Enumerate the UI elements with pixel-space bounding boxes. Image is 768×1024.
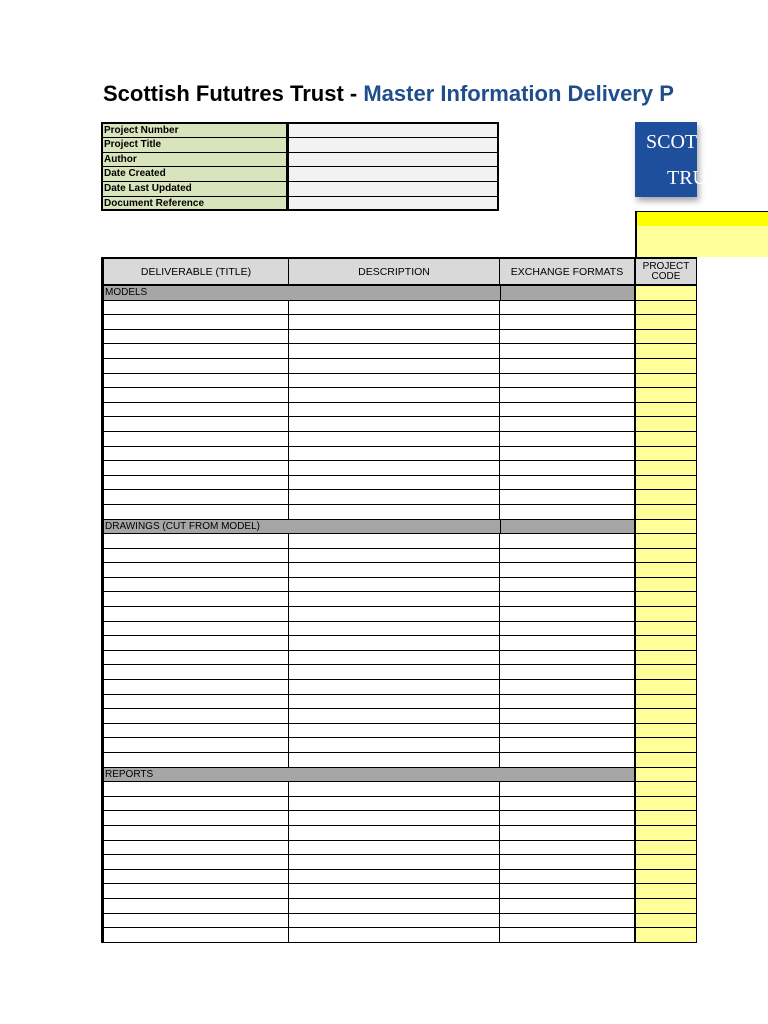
- project-code-cell[interactable]: [636, 811, 697, 826]
- deliverable-cell[interactable]: [101, 388, 289, 403]
- info-row-author: [101, 152, 499, 167]
- project-code-cell[interactable]: [636, 447, 697, 462]
- column-header-project-code: PROJECT CODE: [636, 259, 697, 284]
- exchange-format-cell[interactable]: [500, 622, 636, 637]
- deliverable-cell[interactable]: [101, 899, 289, 914]
- project-code-cell[interactable]: [636, 286, 697, 301]
- section-row: [101, 520, 697, 535]
- table-row: [101, 534, 697, 549]
- deliverable-cell[interactable]: [101, 928, 289, 943]
- deliverable-cell[interactable]: [101, 826, 289, 841]
- table-row: [101, 359, 697, 374]
- deliverable-cell[interactable]: [101, 651, 289, 666]
- column-header-description: DESCRIPTION: [289, 259, 500, 284]
- exchange-format-cell[interactable]: [500, 315, 636, 330]
- exchange-format-cell[interactable]: [500, 738, 636, 753]
- table-row: [101, 651, 697, 666]
- exchange-format-cell[interactable]: [500, 330, 636, 345]
- table-row: [101, 914, 697, 929]
- table-row: [101, 592, 697, 607]
- table-row: [101, 636, 697, 651]
- info-label: Project Title: [101, 137, 289, 152]
- description-cell[interactable]: [289, 651, 500, 666]
- project-code-cell[interactable]: [636, 738, 697, 753]
- exchange-format-cell[interactable]: [500, 563, 636, 578]
- deliverable-cell[interactable]: [101, 359, 289, 374]
- exchange-format-cell[interactable]: [500, 797, 636, 812]
- description-cell[interactable]: [289, 432, 500, 447]
- table-row: [101, 797, 697, 812]
- date-last-updated-field[interactable]: [289, 181, 499, 196]
- date-created-field[interactable]: [289, 166, 499, 181]
- description-cell[interactable]: [289, 782, 500, 797]
- project-code-cell[interactable]: [636, 388, 697, 403]
- project-code-cell[interactable]: [636, 665, 697, 680]
- description-cell[interactable]: [289, 374, 500, 389]
- description-cell[interactable]: [289, 359, 500, 374]
- exchange-format-cell[interactable]: [500, 651, 636, 666]
- table-row: [101, 884, 697, 899]
- project-code-cell[interactable]: [636, 301, 697, 316]
- project-code-cell[interactable]: [636, 403, 697, 418]
- project-code-cell[interactable]: [636, 622, 697, 637]
- exchange-format-cell[interactable]: [500, 359, 636, 374]
- exchange-format-cell[interactable]: [500, 447, 636, 462]
- project-title-field[interactable]: [289, 137, 499, 152]
- table-row: [101, 315, 697, 330]
- title-org: Scottish Fututres Trust -: [103, 81, 364, 106]
- deliverable-cell[interactable]: [101, 476, 289, 491]
- deliverable-cell[interactable]: [101, 534, 289, 549]
- exchange-format-cell[interactable]: [500, 841, 636, 856]
- deliverable-cell[interactable]: [101, 680, 289, 695]
- table-row: [101, 870, 697, 885]
- document-reference-field[interactable]: [289, 196, 499, 211]
- project-code-cell[interactable]: [636, 578, 697, 593]
- table-row: [101, 563, 697, 578]
- project-code-cell[interactable]: [636, 315, 697, 330]
- description-cell[interactable]: [289, 884, 500, 899]
- table-row: [101, 301, 697, 316]
- description-cell[interactable]: [289, 476, 500, 491]
- column-header-deliverable: DELIVERABLE (TITLE): [101, 259, 289, 284]
- description-cell[interactable]: [289, 534, 500, 549]
- deliverable-cell[interactable]: [101, 549, 289, 564]
- exchange-format-cell[interactable]: [500, 695, 636, 710]
- document-title: [103, 80, 697, 108]
- info-row-date-last-updated: [101, 181, 499, 196]
- deliverable-cell[interactable]: [101, 914, 289, 929]
- project-code-cell[interactable]: [636, 636, 697, 651]
- project-code-cell[interactable]: [636, 914, 697, 929]
- project-code-cell[interactable]: [636, 709, 697, 724]
- description-cell[interactable]: [289, 417, 500, 432]
- project-code-cell[interactable]: [636, 884, 697, 899]
- project-code-cell[interactable]: [636, 753, 697, 768]
- exchange-format-cell[interactable]: [500, 374, 636, 389]
- description-cell[interactable]: [289, 738, 500, 753]
- highlight-bar: [635, 211, 768, 226]
- section-label: REPORTS: [101, 768, 636, 783]
- project-number-field[interactable]: [289, 122, 499, 137]
- deliverable-cell[interactable]: [101, 738, 289, 753]
- project-code-cell[interactable]: [636, 768, 697, 783]
- table-row: [101, 432, 697, 447]
- deliverable-cell[interactable]: [101, 505, 289, 520]
- deliverable-cell[interactable]: [101, 490, 289, 505]
- info-label: Date Last Updated: [101, 181, 289, 196]
- exchange-format-cell[interactable]: [500, 870, 636, 885]
- description-cell[interactable]: [289, 301, 500, 316]
- table-row: [101, 461, 697, 476]
- description-cell[interactable]: [289, 461, 500, 476]
- deliverable-cell[interactable]: [101, 592, 289, 607]
- exchange-format-cell[interactable]: [500, 811, 636, 826]
- table-row: [101, 811, 697, 826]
- table-row: [101, 388, 697, 403]
- column-header-exchange-formats: EXCHANGE FORMATS: [500, 259, 636, 284]
- table-row: [101, 709, 697, 724]
- project-code-cell[interactable]: [636, 432, 697, 447]
- description-cell[interactable]: [289, 549, 500, 564]
- description-cell[interactable]: [289, 388, 500, 403]
- description-cell[interactable]: [289, 826, 500, 841]
- exchange-format-cell[interactable]: [500, 928, 636, 943]
- table-row: [101, 374, 697, 389]
- table-row: [101, 899, 697, 914]
- description-cell[interactable]: [289, 344, 500, 359]
- deliverable-cell[interactable]: [101, 797, 289, 812]
- project-code-cell[interactable]: [636, 417, 697, 432]
- section-label: DRAWINGS (CUT FROM MODEL): [101, 520, 500, 535]
- project-info-block: [101, 122, 499, 211]
- project-code-cell[interactable]: [636, 505, 697, 520]
- info-row-document-reference: [101, 196, 499, 211]
- section-exchange-cell: [500, 520, 636, 535]
- project-code-cell[interactable]: [636, 782, 697, 797]
- project-code-cell[interactable]: [636, 330, 697, 345]
- exchange-format-cell[interactable]: [500, 899, 636, 914]
- exchange-format-cell[interactable]: [500, 753, 636, 768]
- description-cell[interactable]: [289, 899, 500, 914]
- project-code-cell[interactable]: [636, 841, 697, 856]
- section-label: MODELS: [101, 286, 500, 301]
- project-code-cell[interactable]: [636, 592, 697, 607]
- description-cell[interactable]: [289, 841, 500, 856]
- description-cell[interactable]: [289, 505, 500, 520]
- description-cell[interactable]: [289, 753, 500, 768]
- exchange-format-cell[interactable]: [500, 505, 636, 520]
- exchange-format-cell[interactable]: [500, 826, 636, 841]
- description-cell[interactable]: [289, 563, 500, 578]
- description-cell[interactable]: [289, 665, 500, 680]
- title-doc: Master Information Delivery P: [363, 81, 674, 106]
- exchange-format-cell[interactable]: [500, 461, 636, 476]
- exchange-format-cell[interactable]: [500, 301, 636, 316]
- deliverable-cell[interactable]: [101, 301, 289, 316]
- table-row: [101, 417, 697, 432]
- info-label: Project Number: [101, 122, 289, 137]
- description-cell[interactable]: [289, 811, 500, 826]
- deliverable-cell[interactable]: [101, 461, 289, 476]
- project-code-cell[interactable]: [636, 855, 697, 870]
- deliverable-cell[interactable]: [101, 330, 289, 345]
- project-code-cell[interactable]: [636, 724, 697, 739]
- table-row: [101, 855, 697, 870]
- exchange-format-cell[interactable]: [500, 665, 636, 680]
- description-cell[interactable]: [289, 914, 500, 929]
- logo-line-2: TRU: [667, 167, 707, 189]
- project-code-cell[interactable]: [636, 461, 697, 476]
- deliverable-cell[interactable]: [101, 841, 289, 856]
- project-code-cell[interactable]: [636, 870, 697, 885]
- table-row: [101, 826, 697, 841]
- exchange-format-cell[interactable]: [500, 636, 636, 651]
- description-cell[interactable]: [289, 490, 500, 505]
- exchange-format-cell[interactable]: [500, 490, 636, 505]
- section-exchange-cell: [500, 286, 636, 301]
- table-row: [101, 782, 697, 797]
- info-label: Author: [101, 152, 289, 167]
- deliverable-cell[interactable]: [101, 578, 289, 593]
- project-code-cell[interactable]: [636, 359, 697, 374]
- table-row: [101, 330, 697, 345]
- project-code-cell[interactable]: [636, 476, 697, 491]
- deliverable-cell[interactable]: [101, 855, 289, 870]
- description-cell[interactable]: [289, 724, 500, 739]
- info-label: Document Reference: [101, 196, 289, 211]
- exchange-format-cell[interactable]: [500, 432, 636, 447]
- deliverable-cell[interactable]: [101, 665, 289, 680]
- exchange-format-cell[interactable]: [500, 388, 636, 403]
- deliverable-cell[interactable]: [101, 344, 289, 359]
- table-row: [101, 695, 697, 710]
- table-row: [101, 549, 697, 564]
- description-cell[interactable]: [289, 447, 500, 462]
- deliverable-cell[interactable]: [101, 811, 289, 826]
- description-cell[interactable]: [289, 855, 500, 870]
- deliverable-cell[interactable]: [101, 607, 289, 622]
- table-row: [101, 841, 697, 856]
- project-code-cell[interactable]: [636, 826, 697, 841]
- exchange-format-cell[interactable]: [500, 680, 636, 695]
- table-row: [101, 505, 697, 520]
- project-code-cell[interactable]: [636, 490, 697, 505]
- project-code-cell[interactable]: [636, 563, 697, 578]
- description-cell[interactable]: [289, 315, 500, 330]
- table-row: [101, 753, 697, 768]
- project-code-cell[interactable]: [636, 680, 697, 695]
- table-row: [101, 665, 697, 680]
- description-cell[interactable]: [289, 622, 500, 637]
- table-row: [101, 447, 697, 462]
- table-body: [101, 286, 697, 943]
- deliverable-cell[interactable]: [101, 753, 289, 768]
- table-row: [101, 738, 697, 753]
- table-row: [101, 607, 697, 622]
- description-cell[interactable]: [289, 578, 500, 593]
- description-cell[interactable]: [289, 636, 500, 651]
- info-row-project-number: [101, 122, 499, 137]
- exchange-format-cell[interactable]: [500, 855, 636, 870]
- deliverable-cell[interactable]: [101, 724, 289, 739]
- deliverable-cell[interactable]: [101, 403, 289, 418]
- description-cell[interactable]: [289, 403, 500, 418]
- description-cell[interactable]: [289, 709, 500, 724]
- project-code-cell[interactable]: [636, 899, 697, 914]
- exchange-format-cell[interactable]: [500, 549, 636, 564]
- exchange-format-cell[interactable]: [500, 914, 636, 929]
- deliverable-cell[interactable]: [101, 782, 289, 797]
- exchange-format-cell[interactable]: [500, 578, 636, 593]
- description-cell[interactable]: [289, 607, 500, 622]
- project-code-cell[interactable]: [636, 374, 697, 389]
- exchange-format-cell[interactable]: [500, 607, 636, 622]
- section-row: [101, 286, 697, 301]
- table-row: [101, 476, 697, 491]
- table-row: [101, 724, 697, 739]
- deliverable-cell[interactable]: [101, 709, 289, 724]
- exchange-format-cell[interactable]: [500, 884, 636, 899]
- logo-line-1: SCOT: [646, 131, 698, 153]
- table-row: [101, 403, 697, 418]
- table-row: [101, 578, 697, 593]
- deliverable-cell[interactable]: [101, 563, 289, 578]
- highlight-cell: [635, 226, 768, 257]
- midp-table: [101, 257, 697, 943]
- description-cell[interactable]: [289, 695, 500, 710]
- author-field[interactable]: [289, 152, 499, 167]
- description-cell[interactable]: [289, 592, 500, 607]
- deliverable-cell[interactable]: [101, 374, 289, 389]
- section-row: [101, 768, 697, 783]
- exchange-format-cell[interactable]: [500, 344, 636, 359]
- description-cell[interactable]: [289, 680, 500, 695]
- project-code-cell[interactable]: [636, 534, 697, 549]
- deliverable-cell[interactable]: [101, 315, 289, 330]
- project-code-cell[interactable]: [636, 520, 697, 535]
- project-code-cell[interactable]: [636, 607, 697, 622]
- deliverable-cell[interactable]: [101, 870, 289, 885]
- deliverable-cell[interactable]: [101, 432, 289, 447]
- info-row-project-title: [101, 137, 499, 152]
- exchange-format-cell[interactable]: [500, 417, 636, 432]
- deliverable-cell[interactable]: [101, 695, 289, 710]
- exchange-format-cell[interactable]: [500, 403, 636, 418]
- exchange-format-cell[interactable]: [500, 592, 636, 607]
- project-code-cell[interactable]: [636, 928, 697, 943]
- exchange-format-cell[interactable]: [500, 534, 636, 549]
- info-label: Date Created: [101, 166, 289, 181]
- exchange-format-cell[interactable]: [500, 476, 636, 491]
- description-cell[interactable]: [289, 330, 500, 345]
- deliverable-cell[interactable]: [101, 622, 289, 637]
- description-cell[interactable]: [289, 870, 500, 885]
- sft-logo: [635, 122, 707, 197]
- info-row-date-created: [101, 166, 499, 181]
- table-row: [101, 680, 697, 695]
- exchange-format-cell[interactable]: [500, 724, 636, 739]
- project-code-cell[interactable]: [636, 797, 697, 812]
- table-header-row: [101, 257, 697, 286]
- deliverable-cell[interactable]: [101, 447, 289, 462]
- table-row: [101, 344, 697, 359]
- description-cell[interactable]: [289, 797, 500, 812]
- exchange-format-cell[interactable]: [500, 782, 636, 797]
- deliverable-cell[interactable]: [101, 417, 289, 432]
- project-code-cell[interactable]: [636, 651, 697, 666]
- project-code-cell[interactable]: [636, 549, 697, 564]
- table-row: [101, 622, 697, 637]
- table-row: [101, 490, 697, 505]
- description-cell[interactable]: [289, 928, 500, 943]
- deliverable-cell[interactable]: [101, 884, 289, 899]
- exchange-format-cell[interactable]: [500, 709, 636, 724]
- deliverable-cell[interactable]: [101, 636, 289, 651]
- project-code-cell[interactable]: [636, 344, 697, 359]
- project-code-cell[interactable]: [636, 695, 697, 710]
- table-row: [101, 928, 697, 943]
